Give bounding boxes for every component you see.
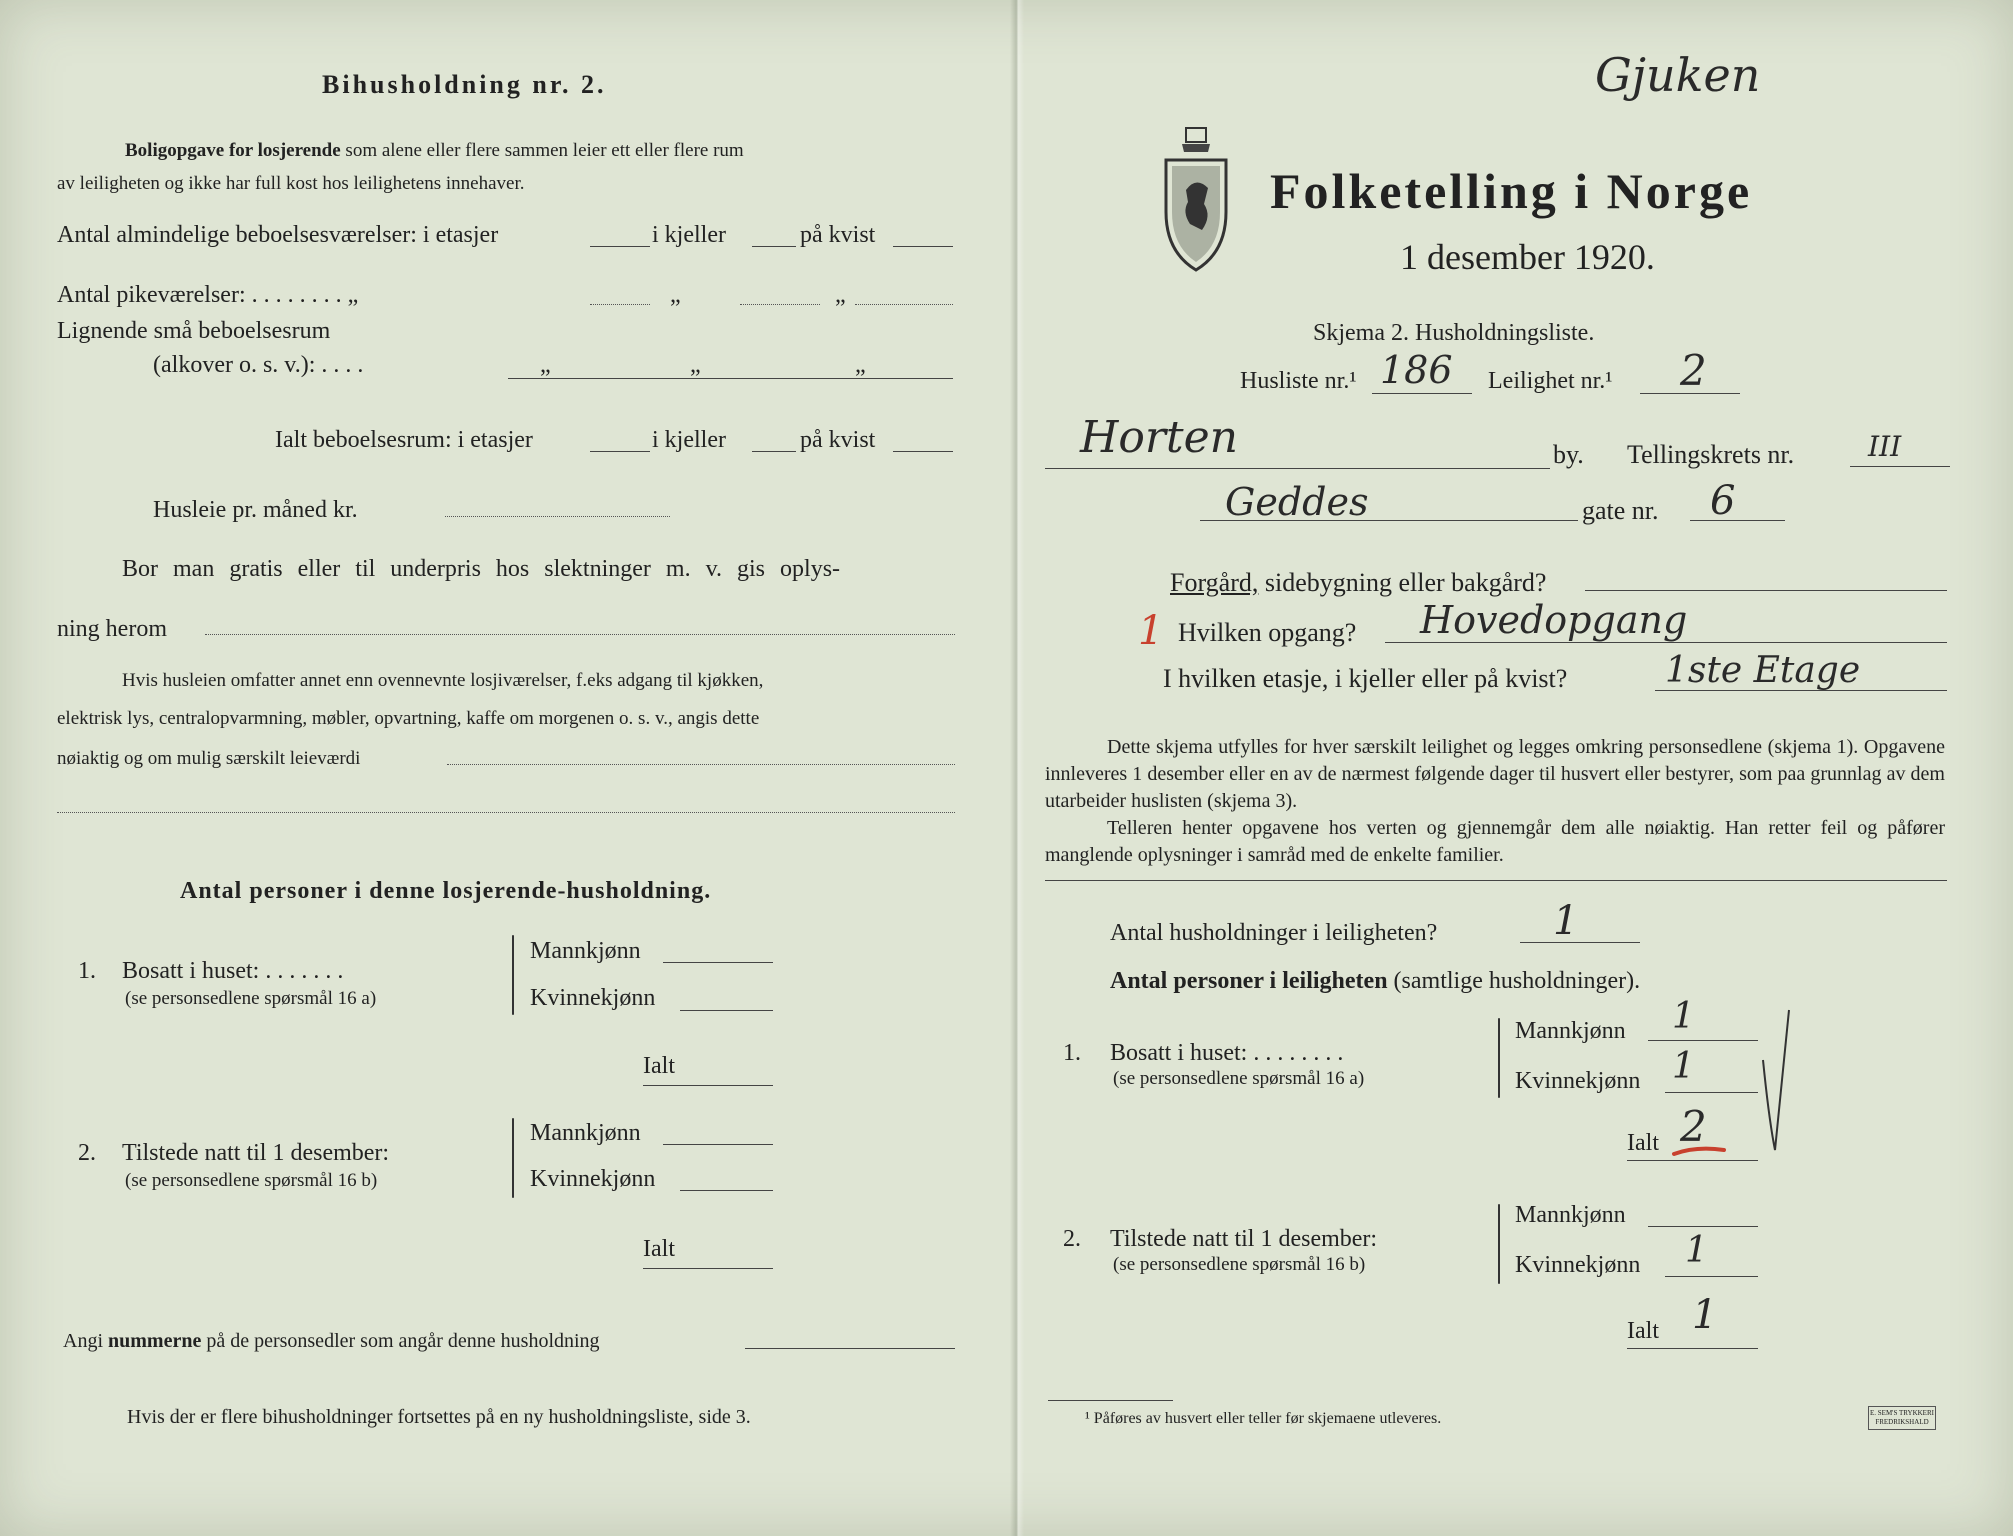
left-item2-mann-line [663, 1144, 773, 1145]
right-item1-kvinne-value: 1 [1672, 1046, 1695, 1087]
left-item1-mann: Mannkjønn [530, 938, 641, 964]
tellingskrets-value: III [1868, 430, 1902, 463]
left-item1-ialt: Ialt [643, 1053, 675, 1079]
gate-nr-value: 6 [1710, 478, 1736, 524]
ialt-kjeller-line [752, 451, 796, 452]
bor-line [205, 634, 955, 635]
skjema-label: Skjema 2. Husholdningsliste. [1313, 320, 1595, 346]
right-item1-num: 1. [1063, 1040, 1081, 1066]
left-item1-kvinne: Kvinnekjønn [530, 985, 656, 1011]
footnote-rule [1048, 1400, 1173, 1401]
by-value: Horten [1080, 412, 1238, 463]
row3-label: Lignende små beboelsesrum [57, 318, 331, 344]
ialt-kvist: på kvist [800, 427, 876, 453]
antal-hush-value: 1 [1553, 898, 1579, 944]
left-item2-mann: Mannkjønn [530, 1120, 641, 1146]
row3-line [508, 378, 953, 379]
row1-kjeller-line [752, 246, 796, 247]
row1-etasjer-line [590, 246, 650, 247]
husliste-value: 186 [1380, 348, 1453, 392]
left-item1-label: Bosatt i huset: . . . . . . . [122, 958, 344, 984]
right-item1-kvinne: Kvinnekjønn [1515, 1068, 1641, 1094]
left-item2-kvinne: Kvinnekjønn [530, 1166, 656, 1192]
left-item1-ialt-line [643, 1085, 773, 1086]
left-item2-num: 2. [78, 1140, 96, 1166]
etasje-label: I hvilken etasje, i kjeller eller på kvist? [1163, 664, 1568, 693]
row1-kjeller: i kjeller [652, 222, 726, 248]
husliste-line [1372, 393, 1472, 394]
gate-line [1200, 520, 1578, 521]
angi-fill-line [745, 1348, 955, 1349]
right-date: 1 desember 1920. [1400, 237, 1655, 277]
left-item2-ialt-line [643, 1268, 773, 1269]
row2-line-1 [590, 304, 650, 305]
right-item1-brace [1498, 1018, 1500, 1098]
ialt-kvist-line [893, 451, 953, 452]
husleie-line [445, 516, 670, 517]
intro-bold: Boligopgave for losjerende [125, 140, 341, 161]
row3-label-2: (alkover o. s. v.): . . . . [153, 352, 364, 378]
by-label: by. [1553, 440, 1584, 469]
left-item2-sub: (se personsedlene spørsmål 16 b) [125, 1170, 378, 1191]
bor-line-1: Bor man gratis eller til underpris hos slektninger m. v. gis oplys- [122, 556, 841, 582]
right-persons-heading-bold: Antal personer i leiligheten [1110, 968, 1388, 994]
row2-ditto-2: „ [835, 282, 846, 308]
left-footer: Hvis der er flere bihusholdninger fortsettes på en ny husholdningsliste, side 3. [127, 1406, 751, 1428]
intro-rest: som alene eller flere sammen leier ett eller flere rum [340, 140, 744, 161]
right-item2-kvinne-line [1665, 1276, 1758, 1277]
right-item2-brace [1498, 1204, 1500, 1284]
left-item1-sub: (se personsedlene spørsmål 16 a) [125, 988, 377, 1009]
row2-label: Antal pikeværelser: . . . . . . . . „ [57, 282, 359, 308]
right-persons-heading [1110, 968, 1640, 995]
right-item1-mann-line [1648, 1040, 1758, 1041]
right-item2-sub: (se personsedlene spørsmål 16 b) [1113, 1254, 1366, 1275]
row1-label: Antal almindelige beboelsesværelser: i etasjer [57, 222, 499, 248]
forgard-fill-line [1585, 590, 1947, 591]
instructions-2: Telleren henter opgavene hos verten og gjennemgår dem alle nøiaktig. Han retter feil og påfører manglende oplysninger i samråd med de enkelte familier. [1045, 817, 1945, 866]
right-item2-num: 2. [1063, 1226, 1081, 1252]
gate-value: Geddes [1225, 480, 1369, 524]
row1-kvist-line [893, 246, 953, 247]
instructions-rule [1045, 880, 1947, 881]
opgang-line [1385, 642, 1947, 643]
right-item1-mann: Mannkjønn [1515, 1018, 1626, 1044]
left-item1-brace [512, 935, 514, 1015]
row2-line-2 [740, 304, 820, 305]
angi-line [63, 1330, 600, 1353]
ialt-rum-label: Ialt beboelsesrum: i etasjer [275, 427, 533, 453]
check-mark-icon [1755, 1000, 1795, 1160]
left-item2-label: Tilstede natt til 1 desember: [122, 1140, 390, 1166]
right-item2-kvinne: Kvinnekjønn [1515, 1252, 1641, 1278]
intro-line-1 [125, 140, 744, 162]
gate-label: gate nr. [1582, 496, 1659, 525]
left-item2-ialt: Ialt [643, 1236, 675, 1262]
leilighet-line [1640, 393, 1740, 394]
hvis-line-extra [57, 812, 955, 813]
right-item2-ialt: Ialt [1627, 1318, 1659, 1344]
left-item1-mann-line [663, 962, 773, 963]
right-item1-ialt-value: 2 [1680, 1102, 1707, 1151]
printer-stamp: E. SEM'S TRYKKERI FREDRIKSHALD [1868, 1406, 1936, 1430]
coat-of-arms-icon [1160, 120, 1232, 276]
husliste-label: Husliste nr.¹ [1240, 368, 1357, 394]
leilighet-value: 2 [1680, 346, 1707, 395]
left-item2-kvinne-line [680, 1190, 773, 1191]
row1-kvist: på kvist [800, 222, 876, 248]
ialt-kjeller: i kjeller [652, 427, 726, 453]
right-title: Folketelling i Norge [1270, 163, 1753, 219]
right-item2-mann: Mannkjønn [1515, 1202, 1626, 1228]
opgang-label: Hvilken opgang? [1178, 618, 1357, 647]
antal-hush-label: Antal husholdninger i leiligheten? [1110, 920, 1438, 946]
footnote: ¹ Påføres av husvert eller teller før skjemaene utleveres. [1085, 1410, 1442, 1427]
left-title: Bihusholdning nr. 2. [322, 70, 607, 99]
tellingskrets-line [1850, 466, 1950, 467]
tellingskrets-label: Tellingskrets nr. [1627, 440, 1795, 469]
forgard-line [1170, 568, 1546, 598]
left-item1-num: 1. [78, 958, 96, 984]
husleie-label: Husleie pr. måned kr. [153, 497, 358, 523]
row3-ditto-0: „ [540, 352, 551, 378]
instructions-1: Dette skjema utfylles for hver særskilt leilighet og legges omkring personsedlene (skjema 1). Opgavene innleveres 1 desember eller en av de nærmest følgende dager til husvert eller bestyrer, som paa grunnlag av dem utarbeider huslisten (skjema 3). [1045, 736, 1945, 812]
leilighet-label: Leilighet nr.¹ [1488, 368, 1613, 394]
forgard-rest: sidebygning eller bakgård? [1258, 568, 1547, 597]
right-item2-ialt-line [1627, 1348, 1758, 1349]
opgang-value: Hovedopgang [1420, 598, 1688, 642]
right-item1-mann-value: 1 [1672, 996, 1695, 1037]
bor-line-2: ning herom [57, 616, 167, 642]
hvis-line-2: elektrisk lys, centralopvarmning, møbler, opvartning, kaffe om morgenen o. s. v., angis dette [57, 708, 760, 729]
red-pencil-mark-icon [1670, 1140, 1730, 1160]
right-persons-heading-rest: (samtlige husholdninger). [1387, 968, 1641, 994]
right-item2-ialt-value: 1 [1692, 1292, 1718, 1338]
page-fold [1010, 0, 1024, 1536]
row2-ditto-1: „ [670, 282, 681, 308]
antal-hush-line [1520, 942, 1640, 943]
gate-nr-line [1690, 520, 1785, 521]
hvis-line [447, 764, 955, 765]
opgang-red-mark: 1 [1138, 608, 1164, 654]
row3-ditto-1: „ [690, 352, 701, 378]
right-item1-label: Bosatt i huset: . . . . . . . . [1110, 1040, 1344, 1066]
etasje-line [1655, 690, 1947, 691]
angi-pre: Angi [63, 1330, 108, 1352]
row2-line-3 [855, 304, 953, 305]
right-item2-mann-line [1648, 1226, 1758, 1227]
hvis-line-1: Hvis husleien omfatter annet enn ovennevnte losjiværelser, f.eks adgang til kjøkken, [122, 670, 764, 691]
forgard-underlined: Forgård, [1170, 568, 1259, 597]
right-item2-kvinne-value: 1 [1685, 1230, 1708, 1271]
ialt-etasjer-line [590, 451, 650, 452]
hvis-line-3: nøiaktig og om mulig særskilt leieværdi [57, 748, 361, 769]
left-item2-brace [512, 1118, 514, 1198]
right-item1-ialt: Ialt [1627, 1130, 1659, 1156]
angi-bold: nummerne [108, 1330, 202, 1352]
intro-line-2: av leiligheten og ikke har full kost hos leilighetens innehaver. [57, 173, 525, 194]
right-item1-kvinne-line [1665, 1092, 1758, 1093]
handwritten-top: Gjuken [1595, 48, 1761, 102]
etasje-value: 1ste Etage [1665, 650, 1861, 691]
by-line [1045, 468, 1550, 469]
angi-rest: på de personsedler som angår denne husholdning [201, 1330, 600, 1352]
left-item1-kvinne-line [680, 1010, 773, 1011]
right-item1-ialt-line [1627, 1160, 1758, 1161]
right-item2-label: Tilstede natt til 1 desember: [1110, 1226, 1378, 1252]
row3-ditto-2: „ [855, 352, 866, 378]
left-persons-heading: Antal personer i denne losjerende-husholdning. [180, 878, 712, 904]
right-item1-sub: (se personsedlene spørsmål 16 a) [1113, 1068, 1365, 1089]
